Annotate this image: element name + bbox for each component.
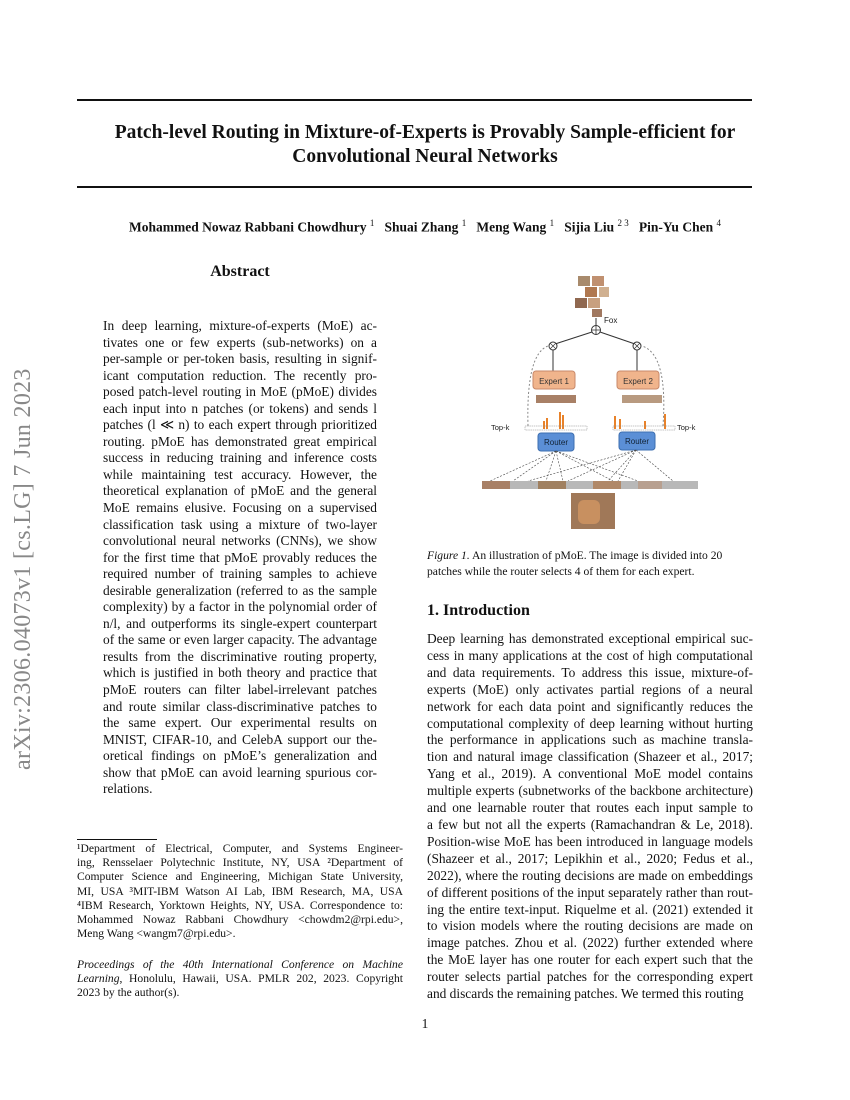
top-rule	[77, 99, 752, 101]
proceedings-venue: Learning	[77, 972, 120, 986]
caption-label: Figure 1.	[427, 549, 470, 562]
author-name: Meng Wang	[476, 219, 547, 235]
introduction-line: multiple experts (subnetworks of the backbone architecture)	[427, 783, 753, 799]
introduction-line: 2022), where the routing decisions are made on embeddings	[427, 867, 753, 883]
abstract-line: theoretical explanation of pMoE and the general	[103, 483, 377, 499]
abstract-line: MoE remains elusive. Focusing on a supervised	[103, 500, 377, 516]
output-patches	[575, 276, 609, 317]
introduction-line: a few but not all the experts (Ramachandran & Le, 2018).	[427, 816, 753, 832]
abstract-body	[103, 318, 377, 798]
introduction-line: the MoE layer has one router for each expert such that the	[427, 952, 753, 968]
author-name: Sijia Liu	[564, 219, 615, 235]
introduction-line: image patches. Zhou et al. (2022) further extended where	[427, 935, 753, 951]
introduction-line: the performance in applications such as machine transla-	[427, 732, 753, 748]
abstract-line: tivates one or few experts (sub-networks) on a	[103, 334, 377, 350]
footnote-line: ¹Department of Electrical, Computer, and Systems Engineer-	[77, 842, 403, 855]
abstract-line: posed patch-level routing in MoE (pMoE) divides	[103, 384, 377, 400]
abstract-line: routing. pMoE has demonstrated great empirical	[103, 433, 377, 449]
author-affiliation-mark: 2 3	[617, 218, 629, 228]
introduction-line: tion and natural image classification (Shazeer et al., 2017;	[427, 749, 753, 765]
proceedings-line-1: Proceedings of the 40th International Conference on Machine	[77, 958, 403, 971]
abstract-line: desirable generalization (referred to as the sample	[103, 582, 377, 598]
introduction-line: of different positions of the input separately rather than rout-	[427, 884, 753, 900]
title-line-2: Convolutional Neural Networks	[292, 146, 558, 167]
routing-score-bars	[543, 412, 666, 429]
author-name: Mohammed Nowaz Rabbani Chowdhury	[129, 219, 367, 235]
abstract-line: while maintaining test accuracy. However, the	[103, 466, 377, 482]
abstract-line: oretical findings on pMoE’s generalization and	[103, 748, 377, 764]
introduction-line: (Shazeer et al., 2017; Lepikhin et al., 2020; Fedus et al.,	[427, 850, 753, 866]
footnote-line: Meng Wang <wangm7@rpi.edu>.	[77, 927, 236, 941]
expert-1-label: Expert 1	[539, 377, 569, 386]
proceedings-line-2: , Honolulu, Hawaii, USA. PMLR 202, 2023. Copyright	[119, 972, 403, 986]
abstract-line: convolutional neural networks (CNNs), we show	[103, 533, 377, 549]
abstract-line: each input into n patches (or tokens) and sends l	[103, 400, 377, 416]
section-heading-introduction: 1. Introduction	[427, 602, 530, 619]
author-affiliation-mark: 1	[369, 218, 375, 228]
introduction-line: ing the entire text-input. Riquelme et al. (2021) extended it	[427, 901, 753, 917]
introduction-line: experts (MoE) only activates partial regions of a neural	[427, 681, 753, 697]
footnote-line: Mohammed Nowaz Rabbani Chowdhury <chowdm2@rpi.edu>,	[77, 913, 403, 927]
introduction-line: Yang et al., 2019). A conventional MoE model contains	[427, 766, 753, 782]
abstract-line: n/l, and outperforms its single-expert counterpart	[103, 615, 377, 631]
caption-line-1: An illustration of pMoE. The image is divided into 20	[469, 549, 723, 562]
author-affiliation-mark: 1	[461, 218, 467, 228]
introduction-line: computational complexity of deep learning without hurting	[427, 715, 753, 731]
abstract-line: complexity) by a factor in the polynomial order of	[103, 599, 377, 615]
caption-line-2: patches while the router selects 4 of them for each expert.	[427, 565, 695, 578]
abstract-line: patches (l ≪ n) to each expert through prioritized	[103, 417, 377, 433]
abstract-line: pMoE routers can filter label-irrelevant patches	[103, 682, 377, 698]
selected-patches	[536, 395, 662, 403]
introduction-line: network for each data point and significantly reduces the	[427, 698, 753, 714]
abstract-line: relations.	[103, 781, 153, 797]
introduction-line: Position-wise MoE has been introduced in language models	[427, 833, 753, 849]
abstract-line: for the first time that pMoE provably reduces the	[103, 549, 377, 565]
footnote-line: Computer Science and Engineering, Michigan State University,	[77, 870, 403, 884]
abstract-line: MNIST, CIFAR-10, and CelebA support our the-	[103, 731, 377, 747]
introduction-line: to vision models where the routing decisions are made on	[427, 918, 753, 934]
abstract-line: the same expert. Our experimental results on	[103, 715, 377, 731]
footnote-rule	[77, 839, 157, 840]
footnote-line: ing, Rensselaer Polytechnic Institute, NY, USA ²Department of	[77, 856, 403, 870]
author-affiliation-mark: 4	[716, 218, 721, 228]
abstract-line: results from the discriminative routing property,	[103, 648, 377, 664]
proceedings-note	[77, 958, 403, 1001]
abstract-line: classification task using a mixture of two-layer	[103, 516, 377, 532]
author-list	[60, 218, 790, 236]
introduction-line: and one learnable router that routes each input sample to	[427, 800, 753, 816]
author-affiliation-mark: 1	[549, 218, 555, 228]
page-number: 1	[421, 1016, 429, 1031]
footnote-line: ⁴IBM Research, Yorktown Heights, NY, USA. Correspondence to:	[77, 898, 403, 912]
abstract-line: required number of training samples to achieve	[103, 566, 377, 582]
introduction-line: cess in many applications at the cost of high computational	[427, 647, 753, 663]
introduction-line: router selects partial patches for the corresponding expert	[427, 969, 753, 985]
abstract-line: which is justified in both theory and practice that	[103, 665, 377, 681]
abstract-line: show that pMoE can avoid learning spurious cor-	[103, 764, 377, 780]
author-name: Pin-Yu Chen	[638, 219, 714, 235]
introduction-line: and data requirements. To address this issue, mixture-of-	[427, 664, 753, 680]
abstract-line: success in reducing training and inference costs	[103, 450, 377, 466]
abstract-line: and route similar class-discriminative patches to	[103, 698, 377, 714]
topk-label-right: Top-k	[677, 423, 696, 432]
abstract-line: In deep learning, mixture-of-experts (MoE) ac-	[103, 318, 377, 333]
expert-2-label: Expert 2	[623, 377, 653, 386]
paper-title	[60, 121, 790, 169]
arxiv-stamp: arXiv:2306.04073v1 [cs.LG] 7 Jun 2023	[10, 368, 36, 770]
abstract-line: of the same or even larger capacity. The advantage	[103, 632, 377, 648]
topk-label-left: Top-k	[491, 423, 510, 432]
proceedings-line-3: 2023 by the author(s).	[77, 986, 180, 1000]
abstract-line: per-sample or per-token basis, resulting in signif-	[103, 351, 377, 367]
footnote	[77, 842, 403, 941]
figure-caption	[427, 548, 753, 580]
title-bottom-rule	[77, 186, 752, 188]
title-line-1: Patch-level Routing in Mixture-of-Experts is Provably Sample-efficient for	[114, 122, 736, 143]
pmoe-figure	[478, 274, 708, 532]
footnote-line: MI, USA ³MIT-IBM Watson AI Lab, IBM Research, MA, USA	[77, 884, 403, 898]
introduction-line: and discards the remaining patches. We termed this routing	[427, 986, 744, 1002]
abstract-line: icant computation reduction. The recently pro-	[103, 367, 377, 383]
abstract-heading: Abstract	[210, 263, 270, 280]
fox-label: Fox	[604, 316, 618, 325]
router-1-label: Router	[543, 438, 569, 447]
introduction-body	[427, 631, 753, 1003]
router-2-label: Router	[624, 437, 650, 446]
introduction-line: Deep learning has demonstrated exceptional empirical suc-	[427, 631, 753, 646]
input-patch-row	[482, 481, 698, 489]
author-name: Shuai Zhang	[384, 219, 459, 235]
